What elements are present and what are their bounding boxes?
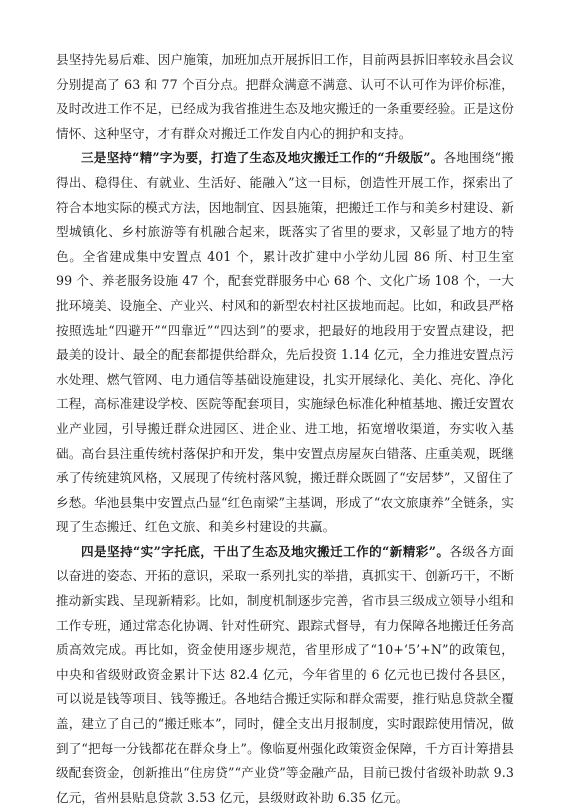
paragraph-2-lead: 三是坚持“精”字为要，打造了生态及地灾搬迁工作的“升级版”。 [81,150,444,166]
paragraph-3-lead: 四是坚持“实”字托底，干出了生态及地灾搬迁工作的“新精彩”。 [81,543,450,559]
paragraph-1 [56,48,514,146]
paragraph-2 [56,146,514,540]
paragraph-2-text: 各地围绕“搬得出、稳得住、有就业、生活好、能融入”这一目标，创造性开展工作，探索出了符合本地实际的模式方法，因地制宜、因县施策，把搬迁工作与和美乡村建设、新型城镇化、乡村旅游等有机融合起来，既落实了省里的要求，又彰显了地方的特色。全省建成集中安置点 401 个，累计改扩建中小学幼儿园 86 所、村卫生室 99 个、养老服务设施 47 个，配套党群服务中心 68 个、文化广场 108 个，一大批环境美、设施全、产业兴、村风和的新型农村社区拔地而起。比如，和政县严格按照选址“四避开”“四靠近”“四达到”的要求，把最好的地段用于安置点建设，把最美的设计、最全的配套都提供给群众，先后投资 1.14 亿元，全力推进安置点污水处理、燃气管网、电力通信等基础设施建设，扎实开展绿化、美化、亮化、净化工程，高标准建设学校、医院等配套项目，实施绿色标准化种植基地、搬迁安置农业产业园，引导搬迁群众进园区、进企业、进工地，拓宽增收渠道，夯实收入基础。高台县注重传统村落保护和开发，集中安置点房屋灰白错落、庄重美观，既继承了传统建筑风格，又展现了传统村落风貌，搬迁群众既圆了“安居梦”，又留住了乡愁。华池县集中安置点凸显“红色南梁”主基调，形成了“农文旅康养”全链条，实现了生态搬迁、红色文旅、和美乡村建设的共赢。 [56,150,514,535]
paragraph-3-text: 各级各方面以奋进的姿态、开拓的意识，采取一系列扎实的举措，真抓实干、创新巧干，不断推动新实践、呈现新精彩。比如，制度机制逐步完善，省市县三级成立领导小组和工作专班，通过常态化协调、针对性研究、跟踪式督导，有力保障各地搬迁任务高质高效完成。再比如，资金使用逐步规范，省里形成了“10+‘5’+N”的政策包，中央和省级财政资金累计下达 82.4 亿元，今年省里的 6 亿元也已拨付各县区，可以说是钱等项目、钱等搬迁。各地结合搬迁实际和群众需要，推行贴息贷款全覆盖，建立了自己的“搬迁账本”，同时，健全支出月报制度，实时跟踪使用情况，做到了“把每一分钱都花在群众身上”。像临夏州强化政策资金保障，千方百计筹措县级配套资金，创新推出“住房贷”“产业贷”等金融产品，目前已拨付省级补助款 9.3 亿元，省州县贴息贷款 3.53 亿元，县级财政补助 6.35 亿元。 [56,543,515,805]
paragraph-3 [56,540,514,810]
paragraph-1-text: 县坚持先易后难、因户施策，加班加点开展拆旧工作，目前两县拆旧率较永昌会议分别提高了 63 和 77 个百分点。把群众满意不满意、认可不认可作为评价标准，及时改进工作不足，已经成为我省推进生态及地灾搬迁的一条重要经验。正是这份情怀、这种坚守，才有群众对搬迁工作发自内心的拥护和支持。 [56,52,514,141]
